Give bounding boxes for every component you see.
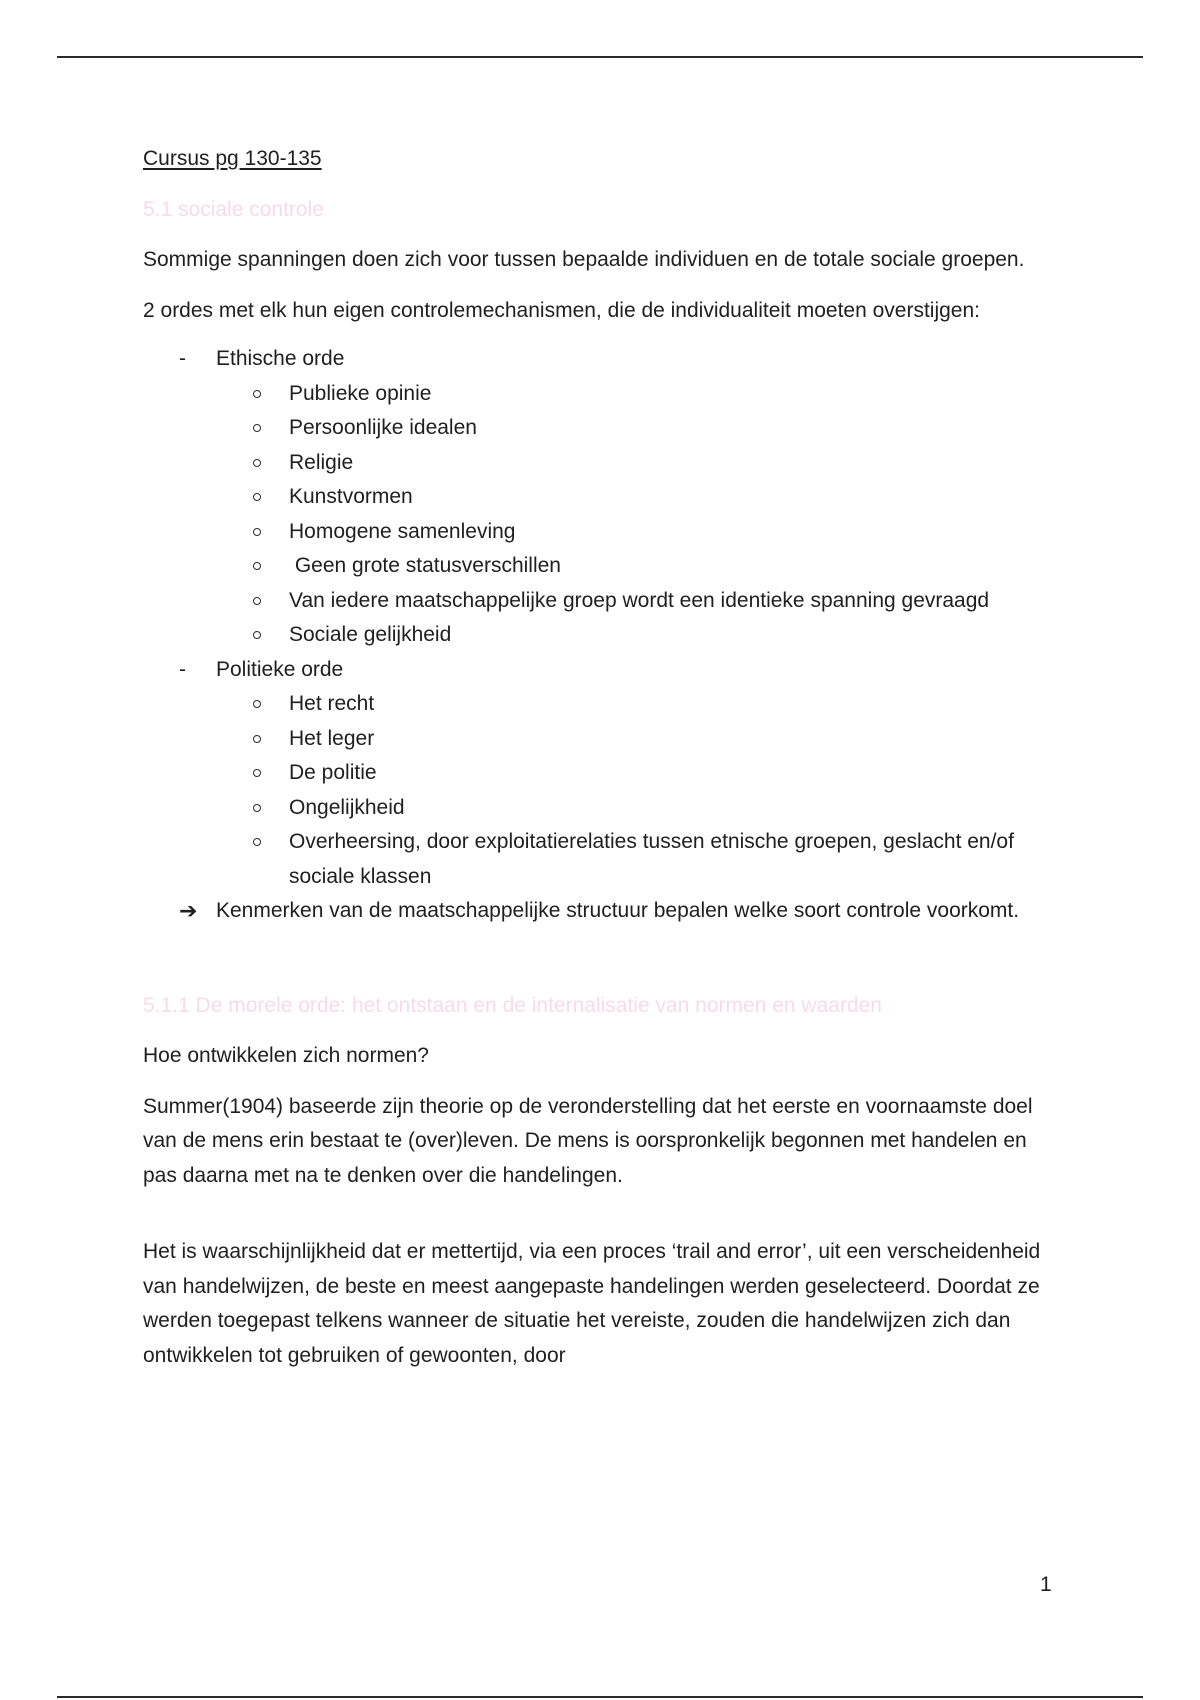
orders-list: [143, 342, 1063, 894]
order-label: Ethische orde: [216, 347, 345, 370]
circle-bullet-icon: [253, 528, 261, 536]
circle-bullet-icon: [253, 769, 261, 777]
circle-bullet-icon: [253, 804, 261, 812]
dash-bullet: -: [179, 657, 186, 681]
list-item: Kunstvormen: [216, 480, 1063, 515]
circle-bullet-icon: [253, 631, 261, 639]
list-item: Persoonlijke idealen: [216, 411, 1063, 446]
footer-rule: [57, 1696, 1143, 1698]
circle-bullet-icon: [253, 493, 261, 501]
course-reference: Cursus pg 130-135: [143, 147, 322, 170]
section-heading-5-1-1: 5.1.1 De morele orde: het ontstaan en de internalisatie van normen en waarden: [143, 993, 882, 1017]
circle-bullet-icon: [253, 424, 261, 432]
document-body: [143, 142, 1063, 1373]
dash-bullet: -: [179, 347, 186, 370]
ethical-order-items: [216, 377, 1063, 653]
list-item: Ongelijkheid: [216, 791, 1063, 826]
conclusion-text: Kenmerken van de maatschappelijke structuur bepalen welke soort controle voorkomt.: [216, 899, 1020, 922]
circle-bullet-icon: [253, 562, 261, 570]
arrow-right-icon: ➔: [179, 898, 198, 923]
list-item: Homogene samenleving: [216, 515, 1063, 550]
header-rule: [57, 56, 1143, 58]
page-number: 1: [1040, 1573, 1052, 1596]
circle-bullet-icon: [253, 390, 261, 398]
circle-bullet-icon: [253, 459, 261, 467]
list-item: Sociale gelijkheid: [216, 618, 1063, 653]
list-item: Geen grote statusverschillen: [216, 549, 1063, 584]
orders-intro-paragraph: 2 ordes met elk hun eigen controlemechanismen, die de individualiteit moeten overstijgen:: [143, 298, 980, 322]
political-order-items: [216, 687, 1063, 894]
list-item: Het leger: [216, 722, 1063, 757]
list-item: Overheersing, door exploitatierelaties tussen etnische groepen, geslacht en/of sociale klassen: [216, 825, 1063, 894]
conclusion-arrow-item: [143, 894, 1063, 929]
circle-bullet-icon: [253, 700, 261, 708]
circle-bullet-icon: [253, 597, 261, 605]
question-paragraph: Hoe ontwikkelen zich normen?: [143, 1044, 429, 1067]
summer-paragraph: Summer(1904) baseerde zijn theorie op de veronderstelling dat het eerste en voornaamste doel van de mens erin bestaat te (over)leven. De mens is oorspronkelijk begonnen met handelen en pas daarna met na te denken over die handelingen.: [143, 1094, 1033, 1187]
list-item: Religie: [216, 446, 1063, 481]
section-heading-5-1: 5.1 sociale controle: [143, 197, 324, 221]
list-item: Het recht: [216, 687, 1063, 722]
trial-error-paragraph: Het is waarschijnlijkheid dat er mettertijd, via een proces ‘trail and error’, uit een verscheidenheid van handelwijzen, de beste en meest aangepaste handelingen werden geselecteerd. Doordat ze werden toegepast telkens wanneer de situatie het vereiste, zouden die handelwijzen zich dan ontwikkelen tot gebruiken of gewoonten, door: [143, 1240, 1041, 1367]
circle-bullet-icon: [253, 838, 261, 846]
order-political: [143, 653, 1063, 895]
order-ethical: [143, 342, 1063, 653]
order-label: Politieke orde: [216, 657, 344, 681]
list-item: Publieke opinie: [216, 377, 1063, 412]
list-item: De politie: [216, 756, 1063, 791]
intro-paragraph: Sommige spanningen doen zich voor tussen bepaalde individuen en de totale sociale groepen.: [143, 248, 1025, 271]
list-item: Van iedere maatschappelijke groep wordt een identieke spanning gevraagd: [216, 584, 1063, 619]
circle-bullet-icon: [253, 735, 261, 743]
